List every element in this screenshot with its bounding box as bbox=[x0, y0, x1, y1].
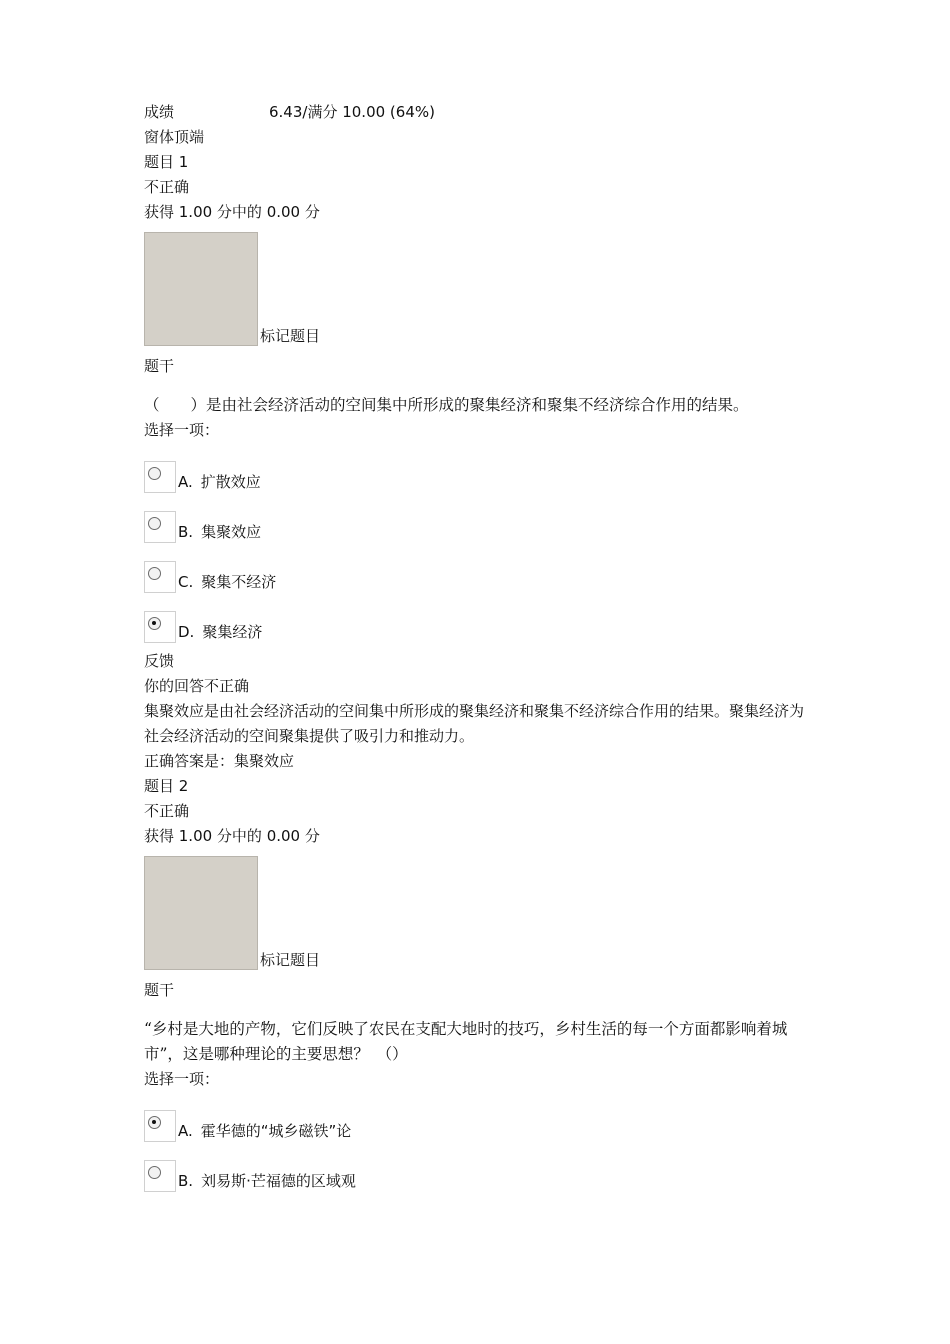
option-label: 霍华德的“城乡磁铁”论 bbox=[200, 1122, 352, 1140]
feedback-explanation: 集聚效应是由社会经济活动的空间集中所形成的聚集经济和聚集不经济综合作用的结果。聚集经济为社会经济活动的空间聚集提供了吸引力和推动力。 bbox=[144, 702, 805, 745]
answer-option-c[interactable] bbox=[144, 543, 814, 593]
option-letter: A. bbox=[178, 1122, 193, 1140]
answer-option-d[interactable] bbox=[144, 593, 814, 643]
question-1 bbox=[144, 150, 814, 774]
option-label: 聚集经济 bbox=[202, 623, 263, 641]
question-title: 题目 2 bbox=[144, 777, 189, 795]
radio-unchecked-icon bbox=[148, 567, 161, 580]
question-title: 题目 1 bbox=[144, 153, 189, 171]
correct-answer: 正确答案是：集聚效应 bbox=[144, 752, 295, 770]
option-letter: D. bbox=[178, 623, 195, 641]
option-label: 聚集不经济 bbox=[201, 573, 277, 591]
option-letter: B. bbox=[178, 1172, 194, 1190]
form-top-label: 窗体顶端 bbox=[144, 128, 205, 146]
radio-button[interactable] bbox=[144, 511, 176, 543]
grade-label: 成绩 bbox=[144, 103, 175, 121]
flag-question-control[interactable] bbox=[144, 849, 814, 970]
radio-button[interactable] bbox=[144, 461, 176, 493]
feedback-label: 反馈 bbox=[144, 652, 175, 670]
answer-option-b[interactable] bbox=[144, 493, 814, 543]
radio-checked-icon bbox=[148, 1116, 161, 1129]
radio-button[interactable] bbox=[144, 611, 176, 643]
flag-question-label[interactable]: 标记题目 bbox=[260, 951, 321, 969]
question-stem-label: 题干 bbox=[144, 357, 175, 375]
flag-question-label[interactable]: 标记题目 bbox=[260, 327, 321, 345]
option-letter: C. bbox=[178, 573, 194, 591]
radio-unchecked-icon bbox=[148, 1166, 161, 1179]
option-label: 集聚效应 bbox=[201, 523, 262, 541]
question-2 bbox=[144, 774, 814, 1192]
grade-row bbox=[144, 100, 814, 125]
answer-option-a[interactable] bbox=[144, 443, 814, 493]
question-score: 获得 1.00 分中的 0.00 分 bbox=[144, 203, 320, 221]
radio-button[interactable] bbox=[144, 1110, 176, 1142]
question-status: 不正确 bbox=[144, 802, 190, 820]
radio-unchecked-icon bbox=[148, 467, 161, 480]
question-text: “乡村是大地的产物，它们反映了农民在支配大地时的技巧，乡村生活的每一个方面都影响着城市”，这是哪种理论的主要思想？ （） bbox=[144, 1020, 788, 1063]
radio-unchecked-icon bbox=[148, 517, 161, 530]
flag-question-control[interactable] bbox=[144, 225, 814, 346]
choose-one-label: 选择一项： bbox=[144, 421, 220, 439]
question-stem-label: 题干 bbox=[144, 981, 175, 999]
choose-one-label: 选择一项： bbox=[144, 1070, 220, 1088]
option-letter: B. bbox=[178, 523, 194, 541]
flag-image-placeholder[interactable] bbox=[144, 232, 258, 346]
flag-image-placeholder[interactable] bbox=[144, 856, 258, 970]
answer-option-a[interactable] bbox=[144, 1092, 814, 1142]
grade-value: 6.43/满分 10.00 (64%) bbox=[269, 103, 435, 121]
option-label: 扩散效应 bbox=[200, 473, 261, 491]
question-score: 获得 1.00 分中的 0.00 分 bbox=[144, 827, 320, 845]
radio-button[interactable] bbox=[144, 561, 176, 593]
option-letter: A. bbox=[178, 473, 193, 491]
radio-checked-icon bbox=[148, 617, 161, 630]
answer-option-b[interactable] bbox=[144, 1142, 814, 1192]
quiz-review-page bbox=[144, 100, 814, 1192]
feedback-result: 你的回答不正确 bbox=[144, 677, 250, 695]
option-label: 刘易斯·芒福德的区域观 bbox=[201, 1172, 356, 1190]
question-text: （ ）是由社会经济活动的空间集中所形成的聚集经济和聚集不经济综合作用的结果。 bbox=[144, 396, 749, 414]
radio-button[interactable] bbox=[144, 1160, 176, 1192]
question-status: 不正确 bbox=[144, 178, 190, 196]
